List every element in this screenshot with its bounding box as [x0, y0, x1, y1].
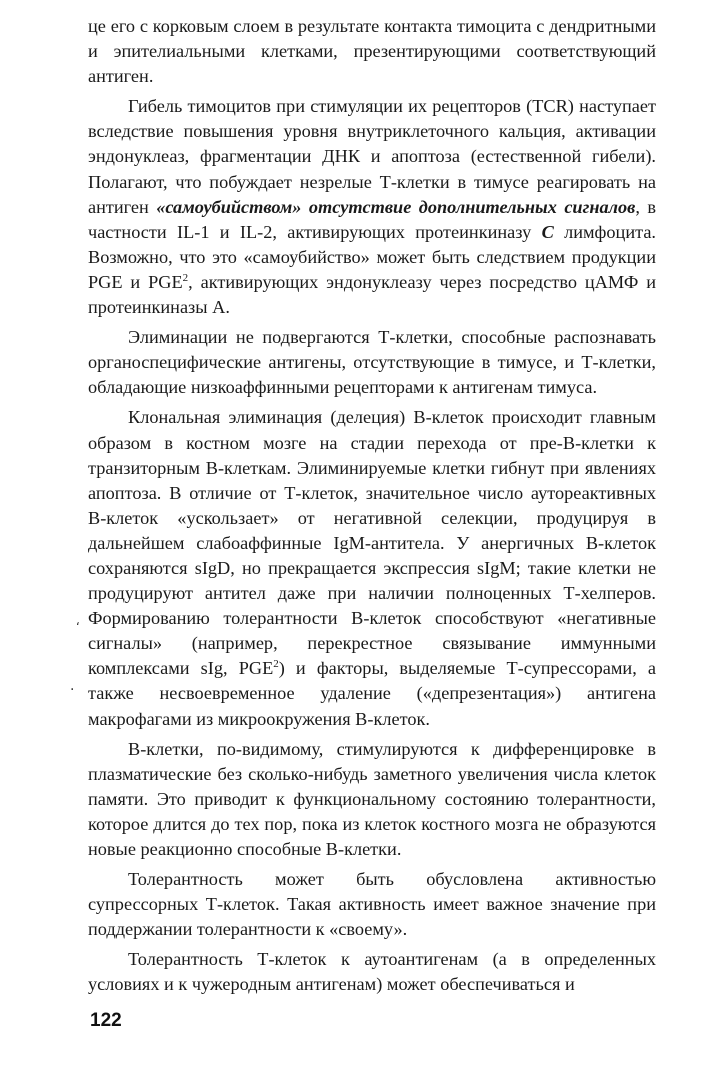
- paragraph: [88, 14, 656, 89]
- paragraph-text: Гибель тимоцитов при стимуляции их рецепторов (TCR) наступает вследствие повышения уровня внутриклеточного кальция, активации эндонуклеаз, фрагментации ДНК и апоптоза (естественной гибели). Полагают, что побуждает незрелые Т-клетки в тимусе реагировать на антиген: [88, 96, 656, 217]
- paragraph: [88, 737, 656, 862]
- paragraph-text: Толерантность может быть обусловлена активностью супрессорных Т-клеток. Такая активность имеет важное значение при поддержании толерантности к «своему».: [88, 869, 656, 940]
- paragraph-text: лимфоцита. Возможно, что это «самоубийство» может быть следствием продукции PGE и PGE: [88, 221, 657, 292]
- paragraph-text: В-клетки, по-видимому, стимулируются к дифференцировке в плазматические без сколько-нибудь заметного увеличения числа клеток памяти. Это приводит к функциональному состоянию толерантности, которое длится до тех пор, пока из клеток костного мозга не образуются новые реакционно способные В-клетки.: [88, 738, 656, 859]
- paragraph-text: Клональная элиминация (делеция) В-клеток происходит главным образом в костном мозге на стадии перехода от пре-В-клетки к транзиторным В-клеткам. Элиминируемые клетки гибнут при явлениях апоптоза. В отличие от Т-клеток, значительное число аутореактивных В-клеток «ускользает» от негативной селекции, продуцируя в дальнейшем слабоаффинные IgM-антитела. У анергичных В-клеток сохраняются sIgD, но прекращается экспрессия sIgM; такие клетки не продуцируют антител даже при наличии полноценных Т-хелперов. Формированию толерантности В-клеток способствуют «негативные сигналы» (например, перекрестное связывание иммунными комплексами sIg, PGE: [88, 407, 656, 679]
- superscript: 2: [182, 271, 189, 284]
- paragraph: [88, 94, 656, 320]
- paragraph-text: , активирующих эндонуклеазу через посредство цАМФ и протеинкиназы А.: [88, 271, 657, 318]
- paragraph-text: Элиминации не подвергаются Т-клетки, способные распознавать органоспецифические антигены, отсутствующие в тимусе, и Т-клетки, обладающие низкоаффинными рецепторами к антигенам тимуса.: [88, 327, 656, 398]
- page-number: 122: [90, 1010, 122, 1031]
- paragraph: [88, 325, 656, 400]
- paragraph: [88, 405, 656, 731]
- margin-mark: ·: [70, 682, 75, 698]
- paragraph-text: , в частности IL-1 и IL-2, активирующих протеинкиназу: [88, 196, 656, 242]
- paragraph: [88, 947, 656, 997]
- paragraph-text: ) и факторы, выделяемые Т-супрессорами, а также несвоевременное удаление («депрезентация») антигена макрофагами из микроокружения В-клеток.: [88, 658, 656, 729]
- paragraph-text: Толерантность Т-клеток к аутоантигенам (а в определенных условиях и к чужеродным антигенам) может обеспечиваться и: [88, 949, 656, 995]
- paragraph-text: це его с корковым слоем в результате контакта тимоцита с дендритными и эпителиальными клетками, презентирующими соответствующий антиген.: [88, 16, 656, 87]
- paragraph: [88, 867, 656, 942]
- emphasized-text: С: [541, 221, 554, 242]
- margin-mark: ‘: [76, 620, 80, 634]
- page-body: [88, 14, 656, 1003]
- superscript: 2: [273, 658, 279, 671]
- emphasized-text: «самоубийством» отсутствие дополнительных сигналов: [156, 196, 636, 217]
